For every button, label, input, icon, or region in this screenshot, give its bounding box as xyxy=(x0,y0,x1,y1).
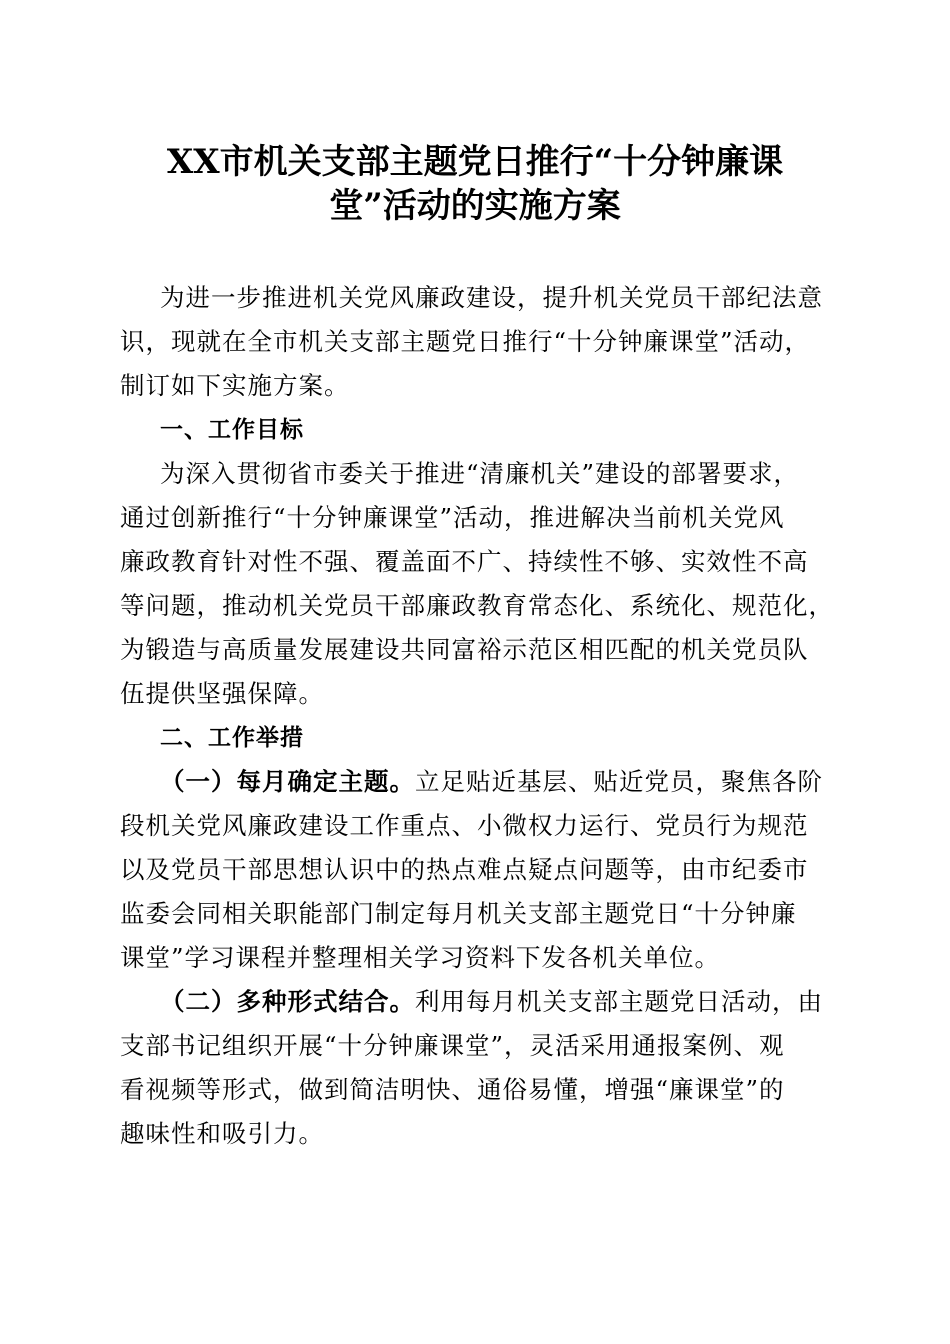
intro-line: 制订如下实施方案。 xyxy=(120,371,350,400)
title-line-2: 堂”活动的实施方案 xyxy=(329,186,621,226)
section-heading-goals: 一、工作目标 xyxy=(160,417,304,443)
paragraph-line: 为锻造与高质量发展建设共同富裕示范区相匹配的机关党员队 xyxy=(120,635,809,664)
measure-2-first-line xyxy=(120,980,832,1024)
intro-line: 识，现就在全市机关支部主题党日推行“十分钟廉课堂”活动， xyxy=(120,327,811,356)
intro-line: 为进一步推进机关党风廉政建设，提升机关党员干部纪法意 xyxy=(160,283,823,312)
measure-1-first-line xyxy=(120,760,832,804)
paragraph-line: 通过创新推行“十分钟廉课堂”活动，推进解决当前机关党风 xyxy=(120,503,785,532)
paragraph-line: 廉政教育针对性不强、覆盖面不广、持续性不够、实效性不高 xyxy=(120,547,809,576)
paragraph-line: 支部书记组织开展“十分钟廉课堂”，灵活采用通报案例、观 xyxy=(120,1031,785,1060)
paragraph-line: 趣味性和吸引力。 xyxy=(120,1119,324,1148)
document-title xyxy=(120,140,830,228)
paragraph-line: 为深入贯彻省市委关于推进“清廉机关”建设的部署要求， xyxy=(160,459,800,488)
measure-1-text: 立足贴近基层、贴近党员，聚焦各阶 xyxy=(415,767,823,796)
paragraph-line: 监委会同相关职能部门制定每月机关支部主题党日“十分钟廉 xyxy=(120,899,797,928)
title-line-1: XX市机关支部主题党日推行“十分钟廉课 xyxy=(166,142,784,182)
paragraph-line: 以及党员干部思想认识中的热点难点疑点问题等，由市纪委市 xyxy=(120,855,809,884)
paragraph-line: 看视频等形式，做到简洁明快、通俗易懂，增强“廉课堂”的 xyxy=(120,1075,785,1104)
paragraph-line: 伍提供坚强保障。 xyxy=(120,679,324,708)
measure-2-lead: （二）多种形式结合。 xyxy=(160,987,415,1016)
document-body xyxy=(120,276,832,1156)
paragraph-line: 课堂”学习课程并整理相关学习资料下发各机关单位。 xyxy=(120,943,721,972)
section-heading-measures: 二、工作举措 xyxy=(160,725,304,751)
measure-2-text: 利用每月机关支部主题党日活动，由 xyxy=(415,987,823,1016)
paragraph-line: 段机关党风廉政建设工作重点、小微权力运行、党员行为规范 xyxy=(120,811,809,840)
paragraph-line: 等问题，推动机关党员干部廉政教育常态化、系统化、规范化， xyxy=(120,591,834,620)
measure-1-lead: （一）每月确定主题。 xyxy=(160,767,415,796)
